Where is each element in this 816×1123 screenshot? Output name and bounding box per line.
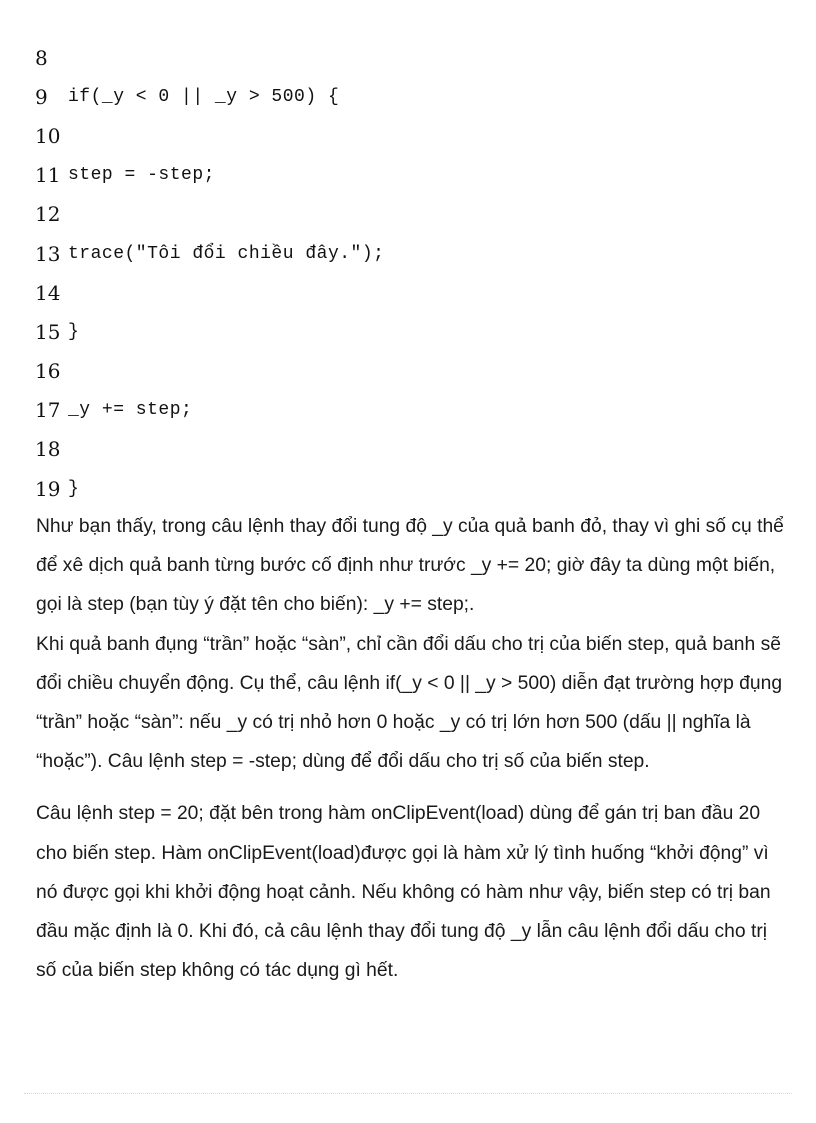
line-number: 19	[35, 476, 61, 501]
line-number: 17	[35, 398, 61, 423]
page-divider	[24, 1093, 792, 1094]
code-line	[35, 273, 795, 312]
code-line	[35, 116, 795, 155]
code-line	[35, 77, 795, 116]
line-number: 12	[35, 202, 61, 227]
code-line	[35, 312, 795, 351]
paragraph: Như bạn thấy, trong câu lệnh thay đổi tung độ _y của quả banh đỏ, thay vì ghi số cụ thể để xê dịch quả banh từng bước cố định như trước _y += 20; giờ đây ta dùng một biến, gọi là step (bạn tùy ý đặt tên cho biến): _y += step;.	[36, 516, 784, 616]
code-line	[35, 469, 795, 508]
line-number: 10	[35, 123, 61, 148]
code-text: _y += step;	[68, 400, 193, 421]
code-line	[35, 352, 795, 391]
paragraph: Câu lệnh step = 20; đặt bên trong hàm onClipEvent(load) dùng để gán trị ban đầu 20 cho biến step. Hàm onClipEvent(load)được gọi là hàm xử lý tình huống “khởi động” vì nó được gọi khi khởi động hoạt cảnh. Nếu không có hàm như vậy, biến step có trị ban đầu mặc định là 0. Khi đó, cả câu lệnh thay đổi tung độ _y lẫn câu lệnh đổi dấu cho trị số của biến step không có tác dụng gì hết.	[36, 803, 771, 982]
code-text: step = -step;	[68, 165, 215, 186]
line-number: 13	[35, 241, 61, 266]
code-text: trace("Tôi đổi chiều đây.");	[68, 243, 385, 264]
line-number: 9	[35, 84, 48, 109]
code-line	[35, 430, 795, 469]
code-listing	[35, 38, 795, 508]
paragraph: Khi quả banh đụng “trần” hoặc “sàn”, chỉ cần đổi dấu cho trị của biến step, quả banh sẽ đổi chiều chuyển động. Cụ thể, câu lệnh if(_y < 0 || _y > 500) diễn đạt trường hợp đụng “trần” hoặc “sàn”: nếu _y có trị nhỏ hơn 0 hoặc _y có trị lớn hơn 500 (dấu || nghĩa là “hoặc”). Câu lệnh step = -step; dùng để đổi dấu cho trị số của biến step.	[36, 633, 783, 773]
code-line	[35, 195, 795, 234]
code-text: }	[68, 478, 80, 499]
line-number: 14	[35, 280, 61, 305]
line-number: 15	[35, 319, 61, 344]
code-text: }	[68, 321, 80, 342]
code-line	[35, 391, 795, 430]
line-number: 16	[35, 359, 61, 384]
line-number: 8	[35, 45, 48, 70]
explanation-text	[36, 507, 788, 990]
code-line	[35, 234, 795, 273]
line-number: 11	[35, 163, 61, 188]
line-number: 18	[35, 437, 61, 462]
code-line	[35, 156, 795, 195]
code-text: if(_y < 0 || _y > 500) {	[68, 86, 340, 107]
code-line	[35, 38, 795, 77]
